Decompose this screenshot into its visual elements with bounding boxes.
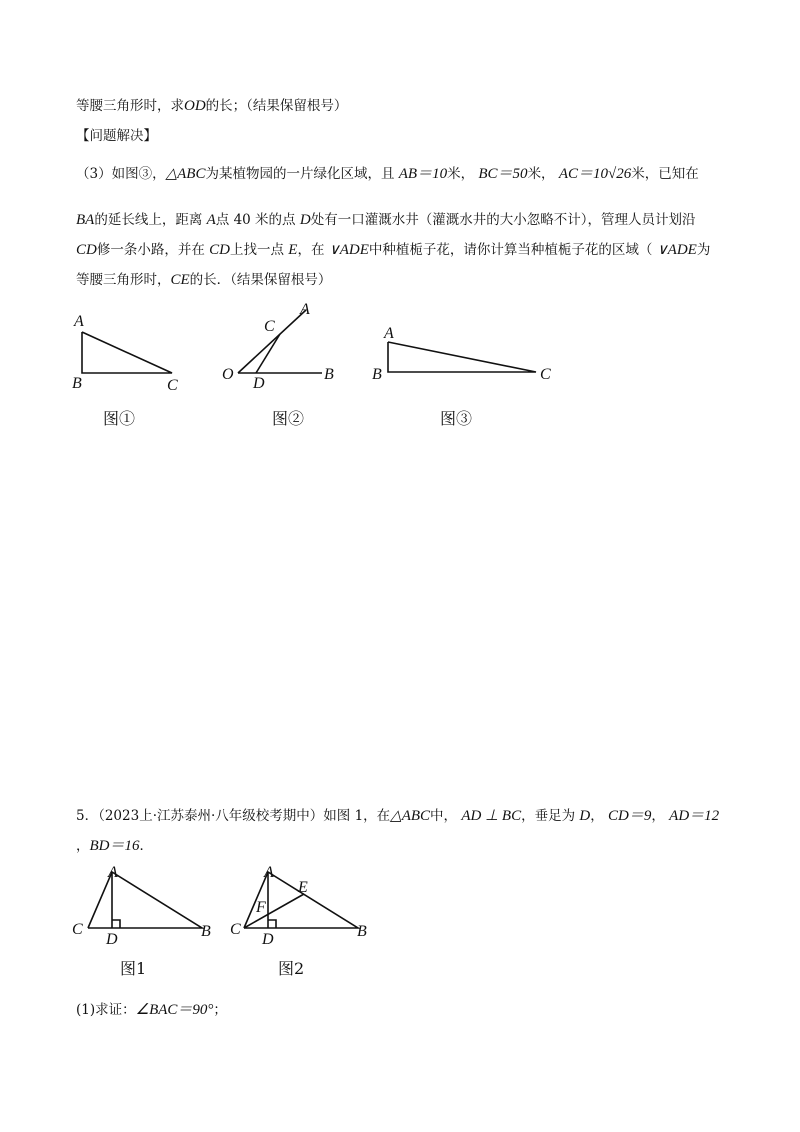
section-heading: 【问题解决】 bbox=[76, 128, 157, 144]
figure-1-caption: 图① bbox=[103, 409, 136, 428]
label-b: B bbox=[201, 923, 211, 940]
triangle-abc bbox=[388, 342, 536, 372]
label-c: C bbox=[72, 921, 83, 938]
q4-part3-line-2: BA的延长线上，距离 A点 40 米的点 D处有一口灌溉水井（灌溉水井的大小忽略不计），管理人员计划沿 bbox=[76, 212, 696, 228]
label-c: C bbox=[167, 377, 178, 394]
label-a: A bbox=[264, 864, 274, 881]
q4-line-1: 等腰三角形时，求OD的长；（结果保留根号） bbox=[76, 98, 348, 114]
label-c: C bbox=[540, 366, 551, 383]
label-e: E bbox=[298, 879, 308, 896]
figure-2 bbox=[218, 298, 348, 392]
label-c: C bbox=[264, 318, 275, 335]
q5-line-1: 5．（2023上·江苏泰州·八年级校考期中）如图 1，在△ABC中， AD ⊥ BC，垂足为 D， CD＝9， AD＝12 bbox=[76, 808, 720, 824]
figure-q5-1 bbox=[68, 862, 218, 948]
q4-part3-line-4: 等腰三角形时，CE的长．（结果保留根号） bbox=[76, 272, 332, 288]
figure-q5-2-caption: 图2 bbox=[278, 959, 305, 978]
triangle-abc bbox=[82, 332, 172, 373]
segment-ce bbox=[244, 894, 304, 928]
math-od: OD bbox=[184, 98, 206, 114]
figure-2-caption: 图② bbox=[272, 409, 305, 428]
figure-3-caption: 图③ bbox=[440, 409, 473, 428]
label-a: A bbox=[108, 864, 118, 881]
label-d: D bbox=[106, 931, 118, 948]
label-a: A bbox=[300, 301, 310, 318]
q5-line-2: ，BD＝16． bbox=[76, 838, 153, 854]
label-a: A bbox=[384, 325, 394, 342]
label-b: B bbox=[357, 923, 367, 940]
right-angle-mark bbox=[112, 920, 120, 928]
figure-q5-2 bbox=[228, 862, 378, 948]
label-b: B bbox=[72, 375, 82, 392]
label-a: A bbox=[74, 313, 84, 330]
label-d: D bbox=[253, 375, 265, 392]
figure-3 bbox=[370, 322, 560, 392]
label-f: F bbox=[256, 899, 266, 916]
label-c: C bbox=[230, 921, 241, 938]
label-b: B bbox=[324, 366, 334, 383]
figure-q5-1-caption: 图1 bbox=[120, 959, 147, 978]
q4-part3-line-1: （3）如图③，△ABC为某植物园的一片绿化区域，且 AB＝10米， BC＝50米， AC＝10√26米，已知在 bbox=[76, 166, 699, 182]
q5-part1: (1)求证：∠BAC＝90°； bbox=[76, 1002, 227, 1018]
figure-1 bbox=[70, 310, 190, 400]
label-d: D bbox=[262, 931, 274, 948]
right-angle-mark bbox=[268, 920, 276, 928]
label-b: B bbox=[372, 366, 382, 383]
label-o: O bbox=[222, 366, 234, 383]
q4-part3-line-3: CD修一条小路，并在 CD上找一点 E，在 ∨ADE中种植栀子花，请你计算当种植栀子花的区域（ ∨ADE为 bbox=[76, 242, 711, 258]
triangle-abc bbox=[88, 872, 202, 928]
